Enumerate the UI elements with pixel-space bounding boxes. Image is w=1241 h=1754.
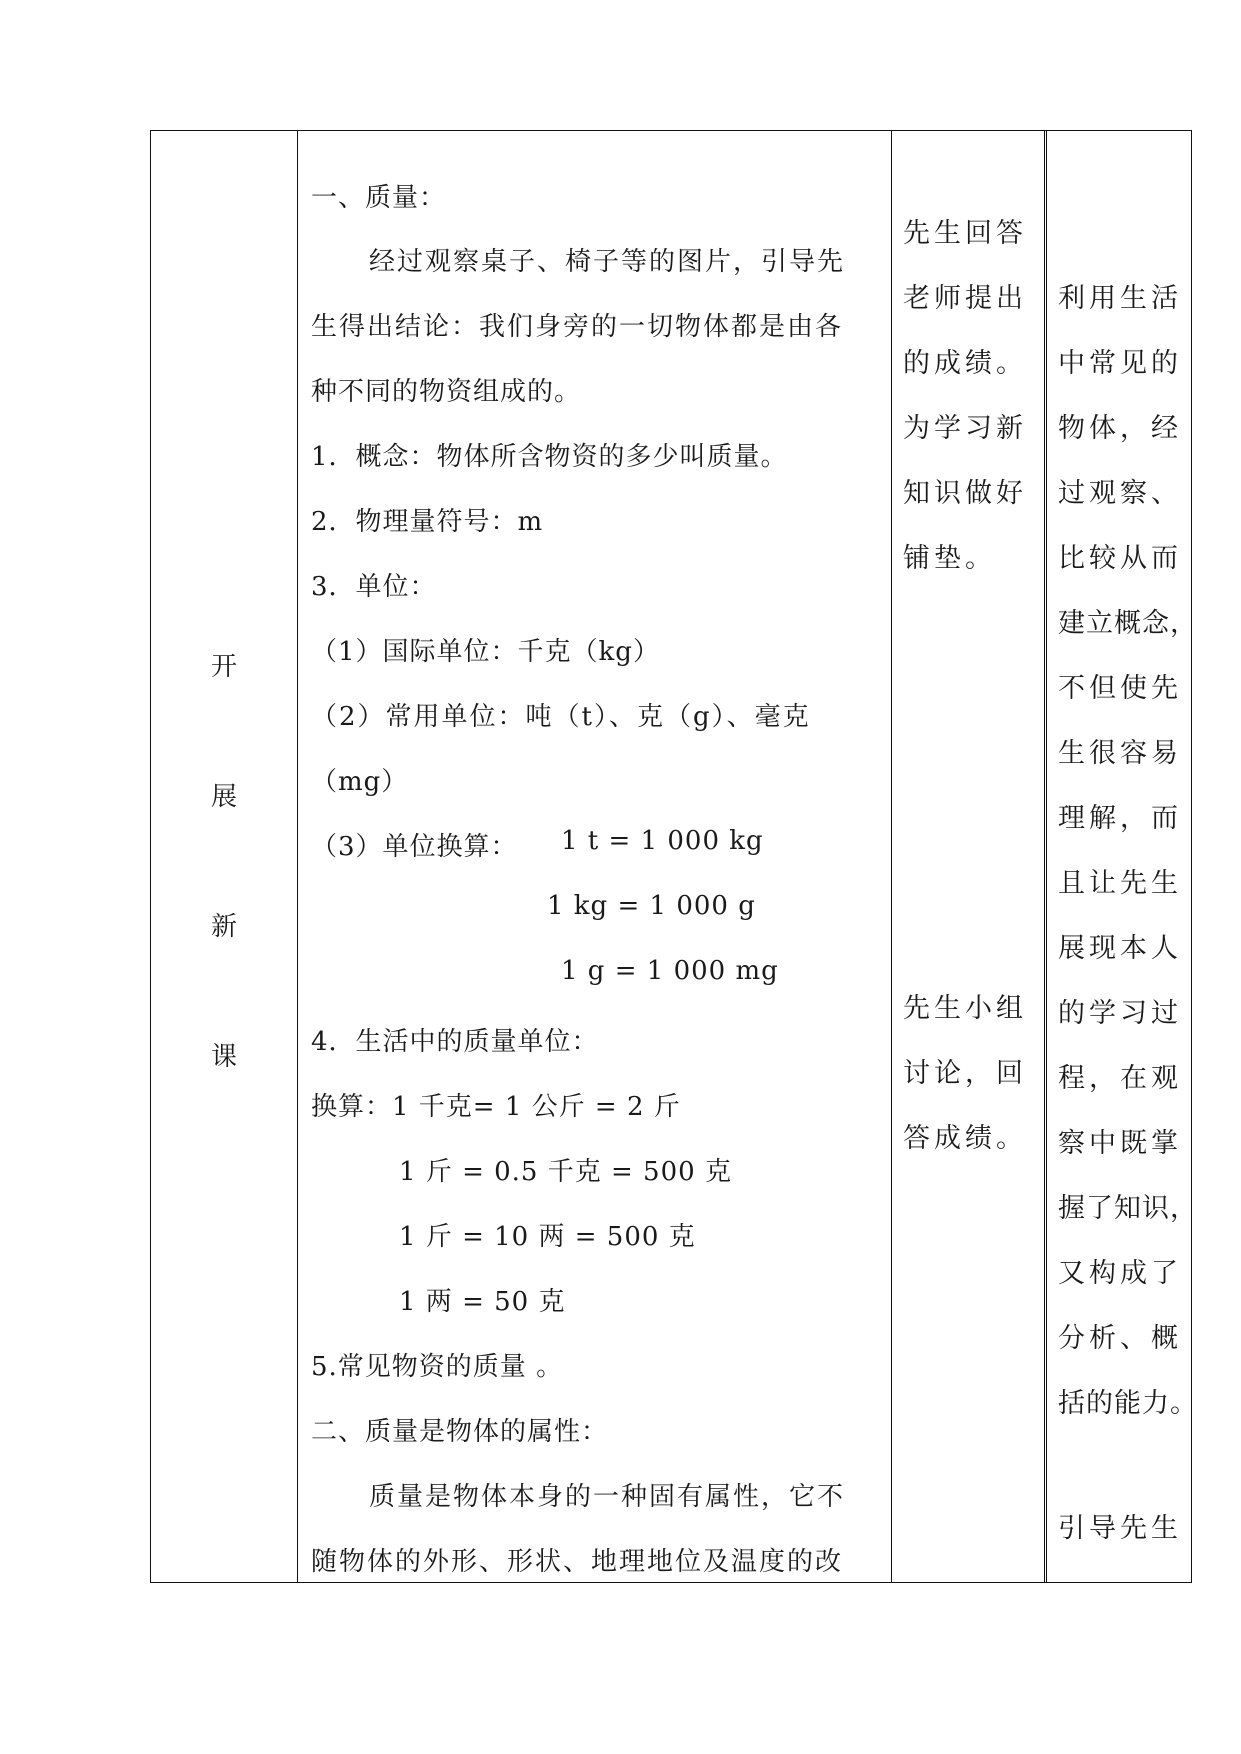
activity-line: 答成绩。 — [903, 1123, 1027, 1154]
intent-line: 建立概念， — [1058, 608, 1198, 639]
content-line: 5.常见物资的质量 。 — [311, 1352, 564, 1382]
section-heading: 一、质量： — [311, 183, 447, 213]
intent-line: 且让先生 — [1058, 868, 1182, 899]
activity-line: 先生回答 — [903, 218, 1027, 249]
intent-line: 理解，而 — [1058, 803, 1182, 834]
activity-line: 讨论，回 — [903, 1058, 1027, 1089]
activity-line: 铺垫。 — [903, 543, 996, 574]
stage-label-char: 课 — [210, 1042, 237, 1072]
content-line: 4．生活中的质量单位： — [311, 1027, 599, 1057]
content-line: 生得出结论：我们身旁的一切物体都是由各 — [311, 312, 844, 342]
column-divider — [891, 131, 892, 1582]
intent-line: 利用生活 — [1058, 283, 1182, 314]
intent-line: 分析、概 — [1058, 1323, 1182, 1354]
content-line: （2）常用单位：吨（t）、克（g）、毫克 — [311, 702, 811, 732]
activity-line: 的成绩。 — [903, 348, 1027, 379]
stage-label-char: 开 — [210, 652, 237, 682]
intent-line: 察中既掌 — [1058, 1128, 1182, 1159]
section-heading: 二、质量是物体的属性： — [311, 1417, 609, 1447]
content-line: 质量是物体本身的一种固有属性，它不 — [369, 1482, 846, 1512]
intent-line: 引导先生 — [1058, 1513, 1182, 1544]
intent-line: 又构成了 — [1058, 1258, 1182, 1289]
intent-line: 过观察、 — [1058, 478, 1182, 509]
stage-label-char: 展 — [210, 782, 237, 812]
intent-line: 不但使先 — [1058, 673, 1182, 704]
column-divider — [1046, 131, 1047, 1582]
activity-line: 知识做好 — [903, 478, 1027, 509]
content-line: 1．概念：物体所含物资的多少叫质量。 — [311, 442, 788, 472]
formula-line: 1 kg = 1 000 g — [547, 891, 756, 921]
column-divider — [297, 131, 298, 1582]
intent-line: 物体，经 — [1058, 413, 1182, 444]
formula-line: 1 斤 = 10 两 = 500 克 — [399, 1222, 696, 1252]
content-line: （3）单位换算： — [311, 832, 518, 862]
intent-line: 比较从而 — [1058, 543, 1182, 574]
content-line: 种不同的物资组成的。 — [311, 377, 582, 407]
content-line: （mg） — [311, 767, 409, 797]
content-line: 换算：1 千克= 1 公斤 = 2 斤 — [311, 1092, 681, 1122]
design-intent-column — [1048, 131, 1198, 1582]
intent-line: 程，在观 — [1058, 1063, 1182, 1094]
content-column — [299, 131, 889, 1582]
intent-line: 生很容易 — [1058, 738, 1182, 769]
content-line: 随物体的外形、形状、地理地位及温度的改 — [311, 1547, 844, 1577]
content-line: 3．单位： — [311, 572, 437, 602]
formula-line: 1 两 = 50 克 — [399, 1287, 566, 1317]
stage-label-char: 新 — [210, 912, 237, 942]
content-line: 2．物理量符号：m — [311, 507, 544, 537]
intent-line: 的学习过 — [1058, 998, 1182, 1029]
stage-column — [151, 131, 297, 1582]
content-line: （1）国际单位：千克（kg） — [311, 637, 660, 667]
column-divider — [1044, 131, 1045, 1582]
content-line: 经过观察桌子、椅子等的图片，引导先 — [369, 247, 846, 277]
lesson-plan-table — [150, 130, 1198, 1583]
formula-line: 1 g = 1 000 mg — [561, 956, 779, 986]
intent-line: 括的能力。 — [1058, 1388, 1198, 1419]
formula-line: 1 斤 = 0.5 千克 = 500 克 — [399, 1157, 732, 1187]
intent-line: 展现本人 — [1058, 933, 1182, 964]
intent-line: 握了知识， — [1058, 1193, 1198, 1224]
formula-line: 1 t = 1 000 kg — [561, 826, 764, 856]
intent-line: 中常见的 — [1058, 348, 1182, 379]
activity-line: 先生小组 — [903, 993, 1027, 1024]
activity-line: 为学习新 — [903, 413, 1027, 444]
activity-line: 老师提出 — [903, 283, 1027, 314]
student-activity-column — [893, 131, 1043, 1582]
